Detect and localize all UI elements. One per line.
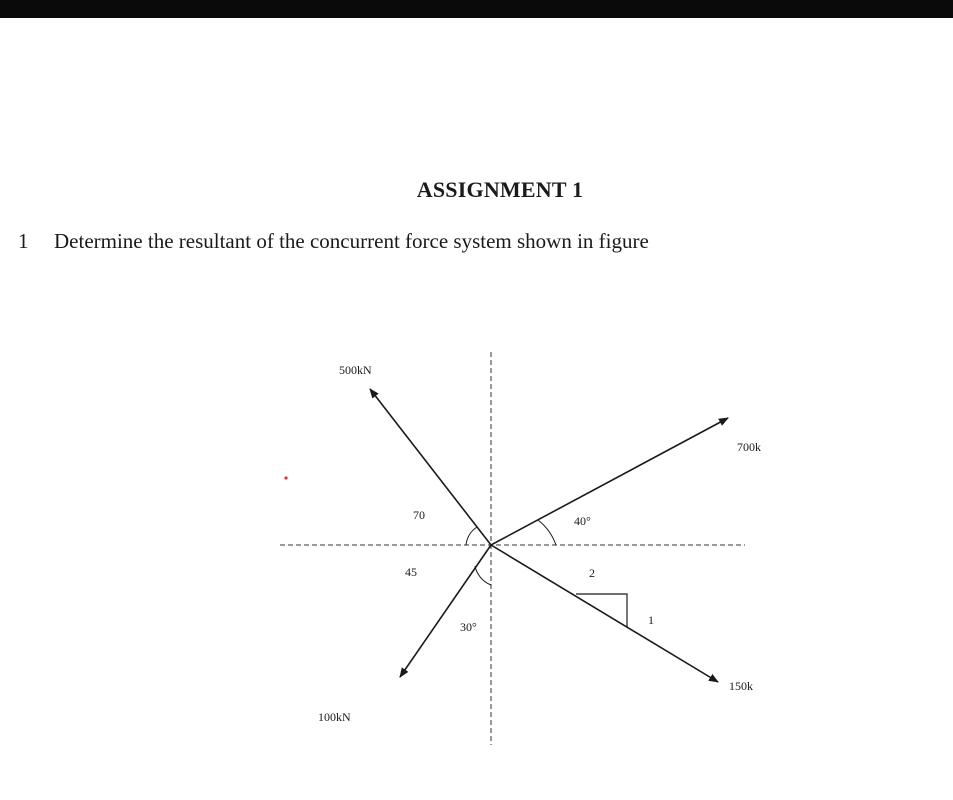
assignment-heading: ASSIGNMENT 1 — [416, 177, 584, 202]
slope-run-label: 2 — [589, 566, 595, 580]
question-number: 1 — [18, 229, 29, 253]
force-label-150k: 150k — [729, 679, 753, 693]
slope-rise-label: 1 — [648, 613, 654, 627]
question-text: Determine the resultant of the concurrent force system shown in figure — [54, 229, 649, 253]
force-label-700k: 700k — [737, 440, 761, 454]
angle-label-30: 30° — [460, 620, 477, 634]
angle-arc-top-left — [466, 527, 477, 545]
force-label-100kn: 100kN — [318, 710, 351, 724]
force-500kn-arrow — [370, 389, 491, 545]
angle-label-45: 45 — [405, 565, 417, 579]
force-700k-arrow — [491, 418, 728, 545]
red-dot-mark — [284, 476, 287, 479]
angle-label-70: 70 — [413, 508, 425, 522]
force-150k-arrow — [491, 545, 718, 682]
angle-label-40: 40° — [574, 514, 591, 528]
angle-arc-bottom-left — [475, 566, 491, 585]
force-label-500kn: 500kN — [339, 363, 372, 377]
angle-arc-upper-right — [538, 520, 556, 545]
